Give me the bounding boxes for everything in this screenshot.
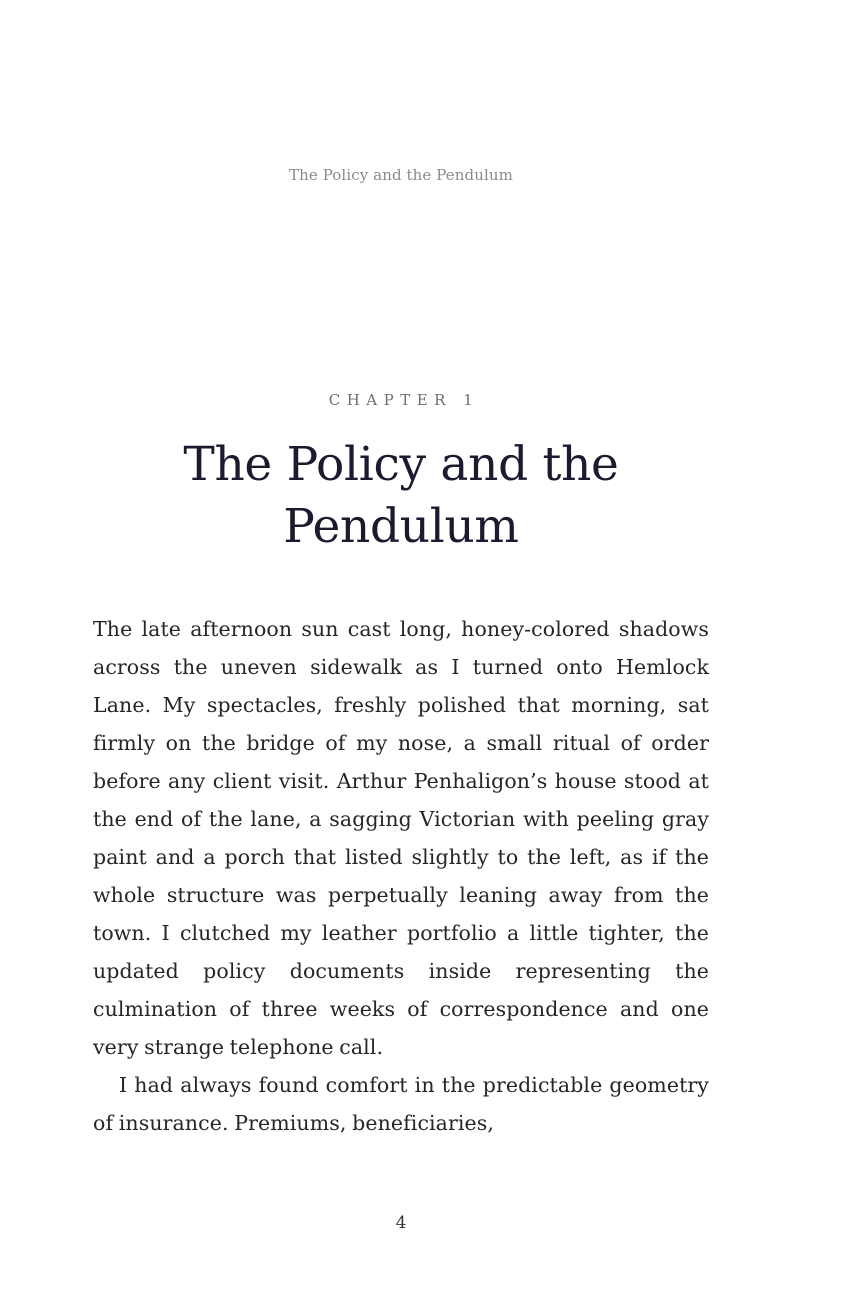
chapter-label: CHAPTER 1: [328, 391, 480, 409]
paragraph: I had always found comfort in the predictable geometry of insurance. Premiums, beneficiaries,: [93, 1073, 709, 1135]
body-text: [93, 610, 709, 1142]
running-header: The Policy and the Pendulum: [289, 166, 513, 184]
page-number: 4: [395, 1213, 407, 1233]
paragraph: The late afternoon sun cast long, honey-colored shadows across the uneven sidewalk as I turned onto Hemlock Lane. My spectacles, freshly polished that morning, sat firmly on the bridge of my nose, a small ritual of order before any client visit. Arthur Penhaligon’s house stood at the end of the lane, a sagging Victorian with peeling gray paint and a porch that listed slightly to the left, as if the whole structure was perpetually leaning away from the town. I clutched my leather portfolio a little tighter, the updated policy documents inside representing the culmination of three weeks of correspondence and one very strange telephone call.: [93, 617, 709, 1059]
chapter-title: The Policy and the Pendulum: [183, 437, 619, 554]
